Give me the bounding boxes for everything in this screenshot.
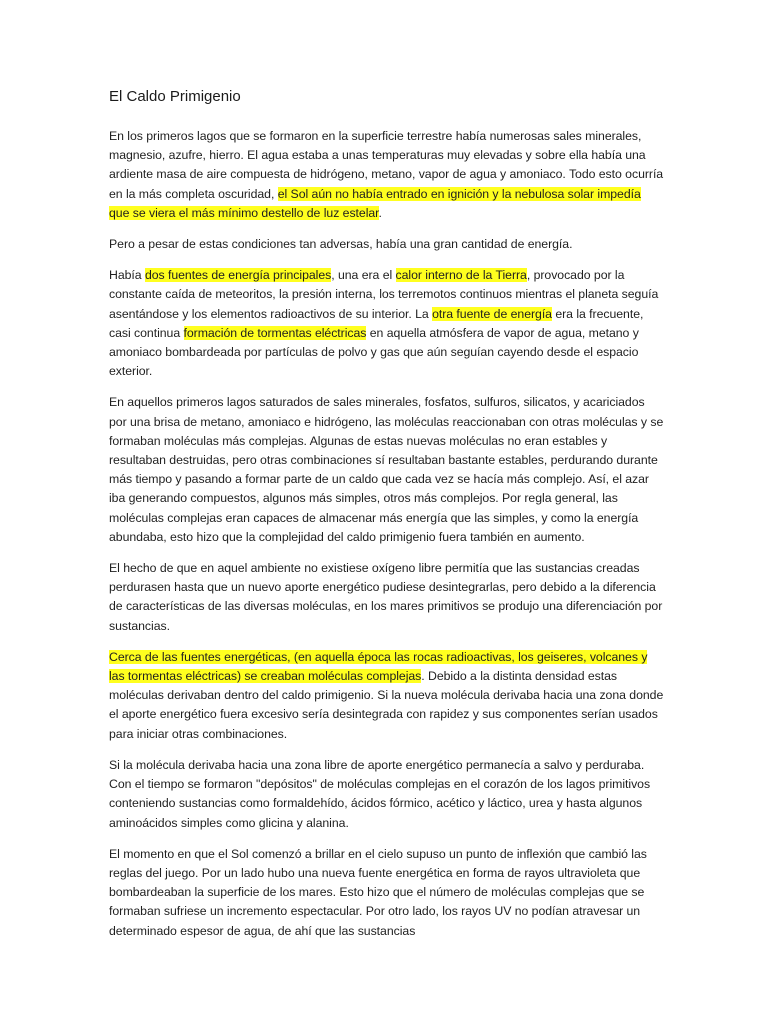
paragraph [109, 756, 664, 833]
paragraph [109, 393, 664, 547]
paragraph [109, 559, 664, 636]
paragraph-text: Pero a pesar de estas condiciones tan adversas, había una gran cantidad de energía. [109, 237, 573, 252]
highlighted-text: Cerca de las fuentes energéticas, (en aquella época las rocas radioactivas, los geiseres, volcanes y las tormentas eléctricas) se creaban moléculas complejas [109, 649, 648, 684]
paragraph-text: . Debido a la distinta densidad estas moléculas derivaban dentro del caldo primigenio. Si la nueva molécula derivaba hacia una zona donde el aporte energético fuera excesivo sería desintegrada con rapidez y sus componentes serían usados para iniciar otras combinaciones. [109, 669, 664, 741]
highlighted-text: dos fuentes de energía principales [144, 268, 332, 283]
paragraph [109, 648, 664, 744]
paragraph-text: , una era el [331, 268, 396, 283]
paragraph-text: El hecho de que en aquel ambiente no existiese oxígeno libre permitía que las sustancias creadas perdurasen hasta que un nuevo aporte energético pudiese desintegrarlas, pero debido a la diferencia de características de las diversas moléculas, en los mares primitivos se produjo una diferenciación por sustancias. [109, 561, 663, 633]
document-body [109, 127, 664, 941]
highlighted-text: calor interno de la Tierra [395, 268, 527, 283]
paragraph [109, 845, 664, 941]
paragraph [109, 266, 664, 381]
paragraph-text: en aquella atmósfera de vapor de agua, metano y amoniaco bombardeada por partículas de polvo y gas que aún seguían cayendo desde el espacio exterior. [109, 325, 639, 379]
highlighted-text: otra fuente de energía [432, 306, 552, 321]
paragraph-text: Si la molécula derivaba hacia una zona libre de aporte energético permanecía a salvo y perduraba. Con el tiempo se formaron "depósitos" de moléculas complejas en el corazón de los lagos primitivos conteniendo sustancias como formaldehído, ácidos fórmico, acético y láctico, urea y hasta algunos aminoácidos simples como glicina y alanina. [109, 757, 651, 830]
paragraph-text: , provocado por la constante caída de meteoritos, la presión interna, los terremotos continuos mientras el planeta seguía asentándose y los elementos radioactivos de su interior. La [109, 268, 659, 321]
highlighted-text: el Sol aún no había entrado en ignición y la nebulosa solar impedía que se viera el más mínimo destello de luz estelar [109, 186, 641, 220]
paragraph-text: En aquellos primeros lagos saturados de sales minerales, fosfatos, sulfuros, silicatos, y acariciados por una brisa de metano, amoniaco e hidrógeno, las moléculas reaccionaban con otras moléculas y se formaban moléculas más complejas. Algunas de estas nuevas moléculas no eran estables y resultaban destruidas, pero otras combinaciones sí resultaban bastante estables, perdurando durante más tiempo y pasando a formar parte de un caldo que cada vez se hacía más complejo. Así, el azar iba generando compuestos, algunos más simples, otros más complejos. Por regla general, las moléculas complejas eran capaces de almacenar más energía que las simples, y como la energía abundaba, esto hizo que la complejidad del caldo primigenio fuera también en aumento. [109, 395, 664, 544]
paragraph-text: Había [109, 268, 145, 283]
paragraph-text: era la frecuente, casi continua [109, 306, 644, 340]
paragraph-text: . [378, 205, 382, 220]
paragraph [109, 235, 664, 254]
document-title: El Caldo Primigenio [109, 88, 241, 105]
highlighted-text: formación de tormentas eléctricas [183, 325, 367, 340]
paragraph-text: En los primeros lagos que se formaron en la superficie terrestre había numerosas sales minerales, magnesio, azufre, hierro. El agua estaba a unas temperaturas muy elevadas y sobre ella había una ardiente masa de aire compuesta de hidrógeno, metano, vapor de agua y amoniaco. Todo esto ocurría en la más completa oscuridad, [109, 129, 664, 201]
paragraph [109, 127, 664, 223]
paragraph-text: El momento en que el Sol comenzó a brillar en el cielo supuso un punto de inflexión que cambió las reglas del juego. Por un lado hubo una nueva fuente energética en forma de rayos ultravioleta que bombardeaban la superficie de los mares. Esto hizo que el número de moléculas complejas que se formaban sufriese un incremento espectacular. Por otro lado, los rayos UV no podían atravesar un determinado espesor de agua, de ahí que las sustancias [109, 846, 647, 938]
document-page [109, 84, 664, 953]
